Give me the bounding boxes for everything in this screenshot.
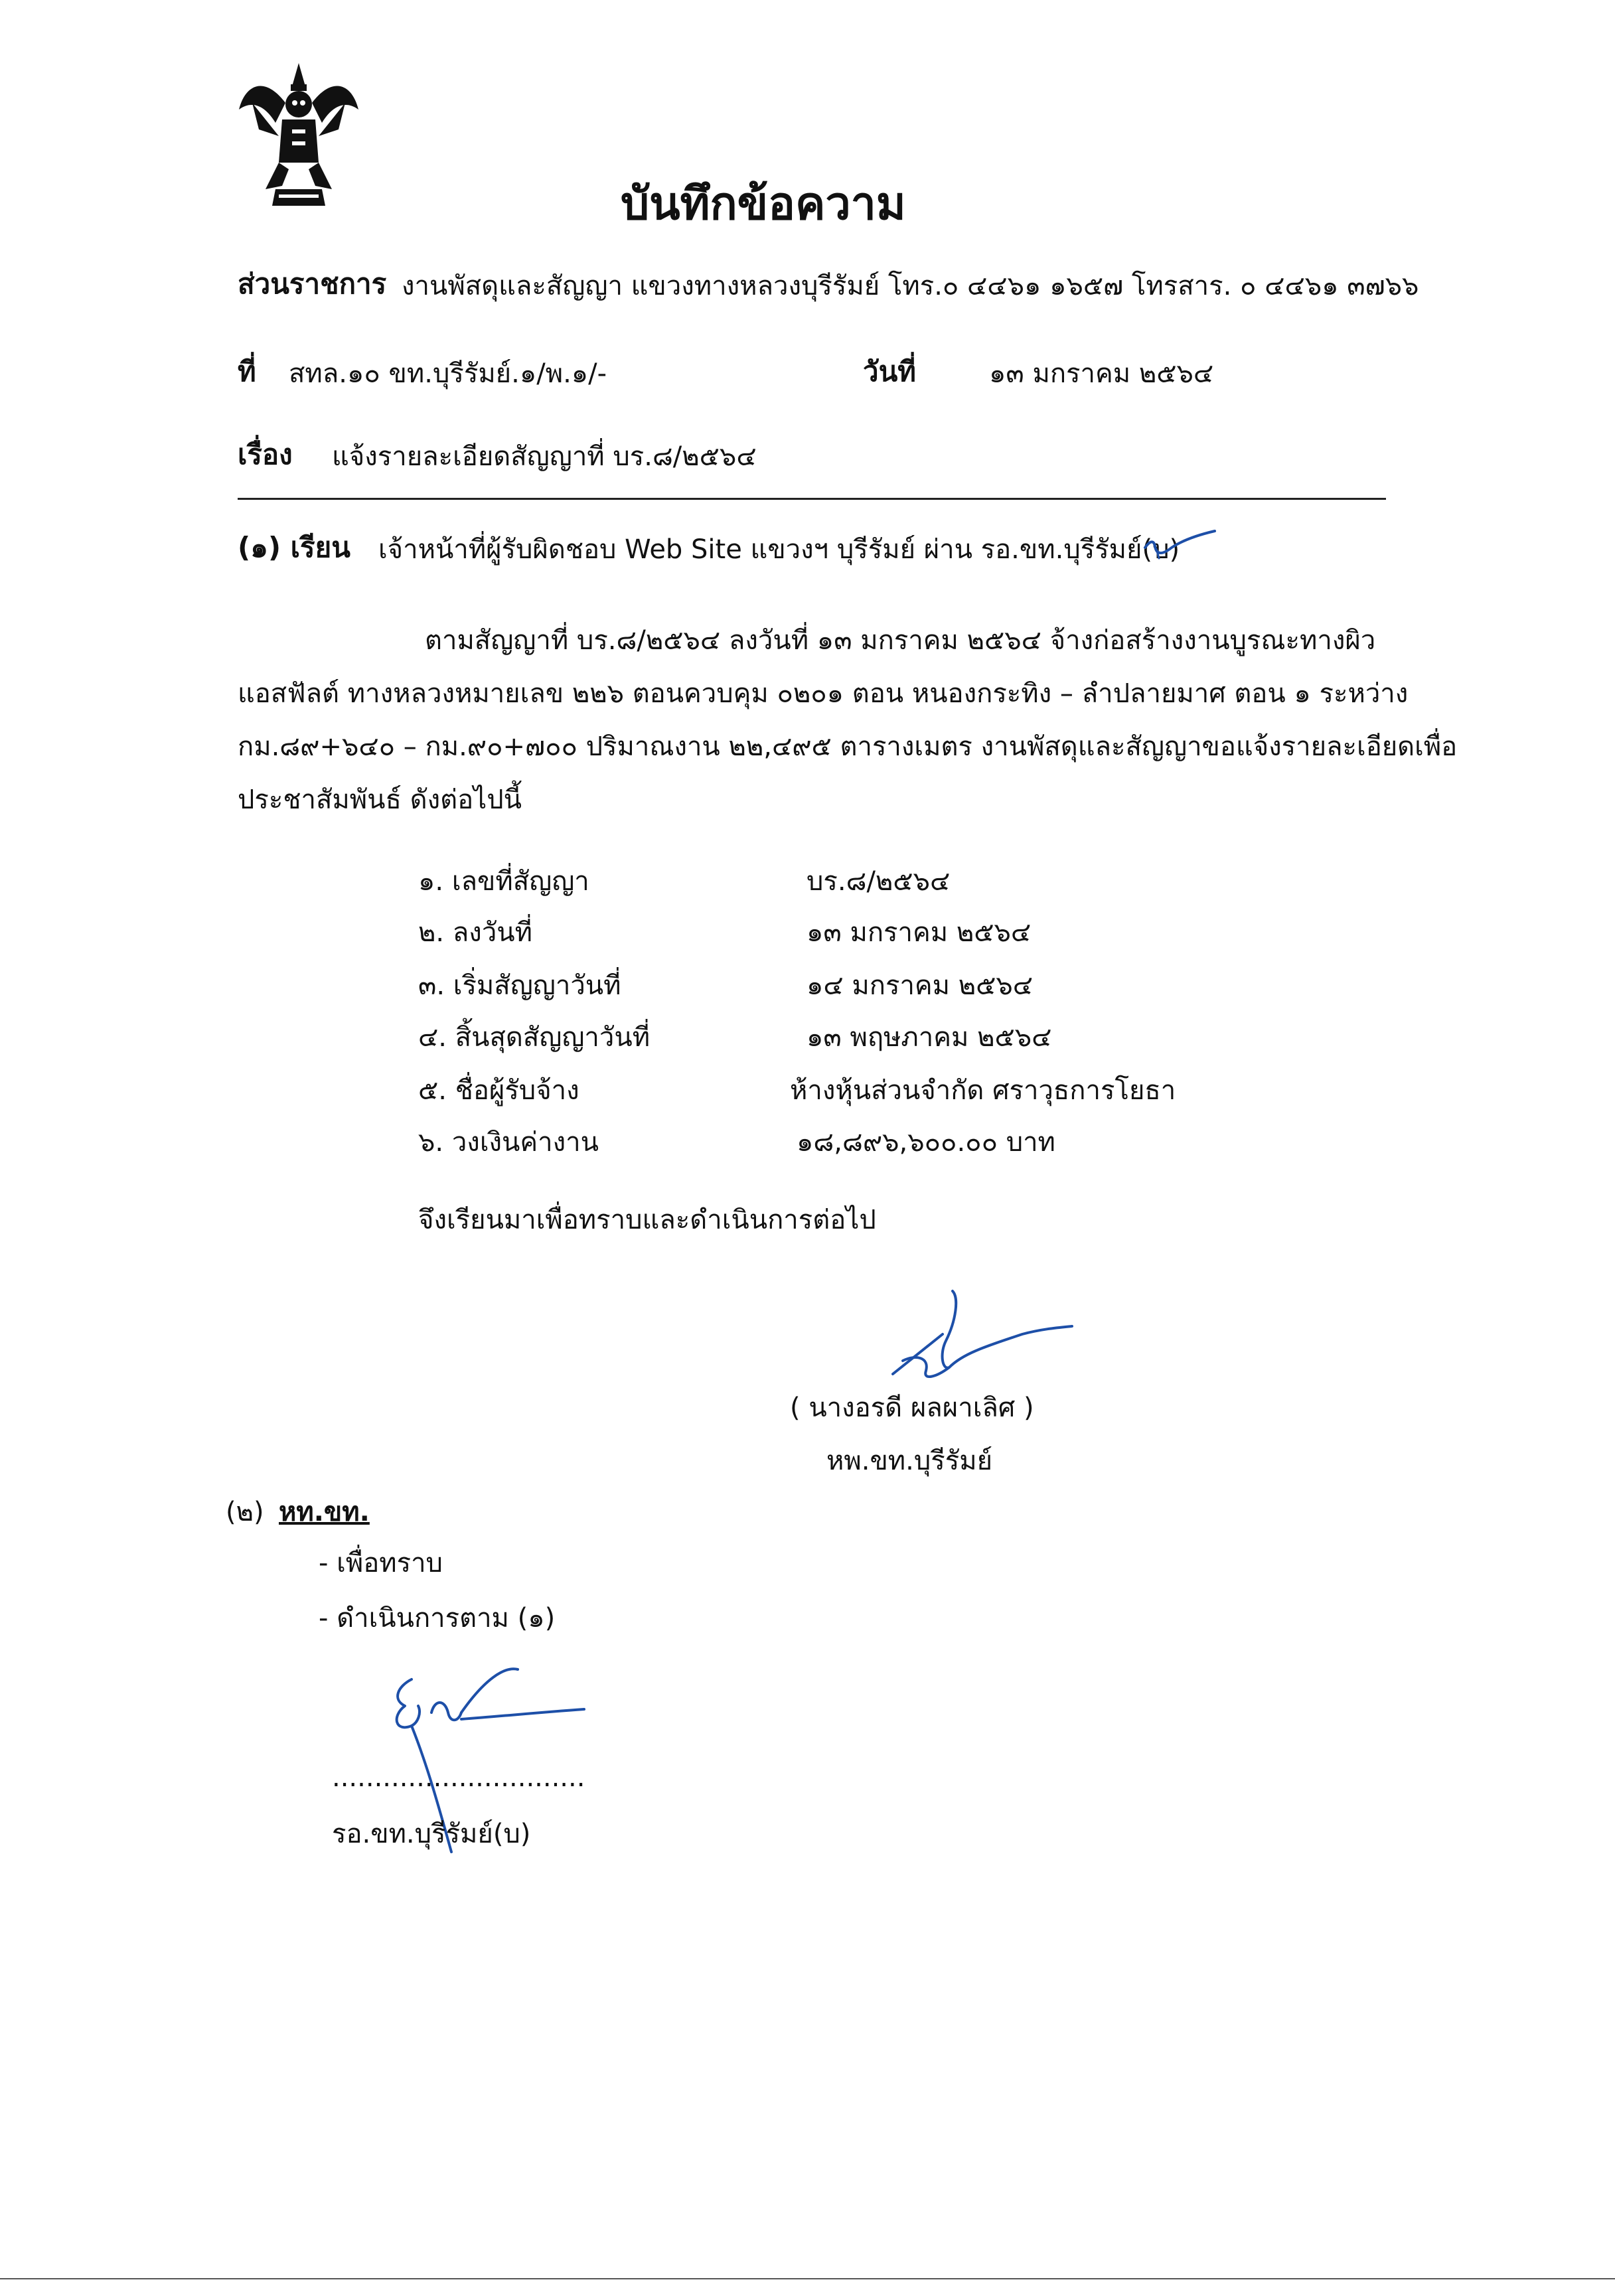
detail-label: ๒. ลงวันที่ (418, 917, 533, 948)
body-line-1: ตามสัญญาที่ บร.๘/๒๕๖๔ ลงวันที่ ๑๓ มกราคม ๒๕๖๔ จ้างก่อสร้างงานบูรณะทางผิว (425, 625, 1376, 656)
detail-value: ห้างหุ้นส่วนจำกัด ศราวุธการโยธา (790, 1075, 1176, 1106)
reference-number: สทล.๑๐ ขท.บุรีรัมย์.๑/พ.๑/- (289, 358, 607, 389)
reference-label: ที่ (238, 355, 256, 388)
note-number: (๒) (226, 1497, 264, 1527)
subject-value: แจ้งรายละเอียดสัญญาที่ บร.๘/๒๕๖๔ (332, 441, 757, 472)
detail-value: ๑๓ มกราคม ๒๕๖๔ (807, 917, 1032, 948)
signer-name: ( นางอรดี ผลผาเลิศ ) (790, 1393, 1034, 1423)
note-recipient: หท.ขท. (279, 1497, 370, 1527)
note-item: - เพื่อทราบ (319, 1548, 443, 1578)
addressee-value: เจ้าหน้าที่ผู้รับผิดชอบ Web Site แขวงฯ บุรีรัมย์ ผ่าน รอ.ขท.บุรีรัมย์(บ) (378, 534, 1180, 565)
detail-value: บร.๘/๒๕๖๔ (807, 866, 951, 897)
header-divider (238, 498, 1386, 500)
body-line-4: ประชาสัมพันธ์ ดังต่อไปนี้ (238, 785, 522, 815)
second-signer-position: รอ.ขท.บุรีรัมย์(บ) (332, 1819, 531, 1849)
note-item: - ดำเนินการตาม (๑) (319, 1603, 556, 1634)
closing-text: จึงเรียนมาเพื่อทราบและดำเนินการต่อไป (418, 1205, 876, 1235)
addressee-label: (๑) เรียน (238, 531, 350, 564)
detail-value: ๑๔ มกราคม ๒๕๖๔ (807, 970, 1034, 1001)
signature-dots: .............................. (332, 1762, 585, 1793)
detail-label: ๖. วงเงินค่างาน (418, 1127, 599, 1158)
garuda-emblem-icon (239, 63, 358, 206)
department-label: ส่วนราชการ (238, 268, 387, 300)
date-value: ๑๓ มกราคม ๒๕๖๔ (989, 358, 1214, 389)
body-line-2: แอสฟัลต์ ทางหลวงหมายเลข ๒๒๖ ตอนควบคุม ๐๒๐๑ ตอน หนองกระทิง – ลำปลายมาศ ตอน ๑ ระหว่าง (238, 678, 1409, 709)
date-label: วันที่ (863, 355, 916, 388)
detail-value: ๑๓ พฤษภาคม ๒๕๖๔ (807, 1022, 1052, 1053)
signer-position: หพ.ขท.บุรีรัมย์ (826, 1446, 993, 1476)
detail-label: ๓. เริ่มสัญญาวันที่ (418, 970, 621, 1001)
body-line-3: กม.๘๙+๖๔๐ – กม.๙๐+๗๐๐ ปริมาณงาน ๒๒,๔๙๕ ตารางเมตร งานพัสดุและสัญญาขอแจ้งรายละเอียดเพื่อ (238, 731, 1458, 762)
handwritten-signature (889, 1288, 1075, 1387)
initials-signature (1142, 528, 1221, 561)
page-bottom-edge (0, 2278, 1615, 2279)
detail-label: ๔. สิ้นสุดสัญญาวันที่ (418, 1022, 651, 1053)
detail-value: ๑๘,๘๙๖,๖๐๐.๐๐ บาท (797, 1127, 1055, 1158)
detail-label: ๑. เลขที่สัญญา (418, 866, 589, 897)
document-title: บันทึกข้อความ (621, 178, 906, 230)
department-value: งานพัสดุและสัญญา แขวงทางหลวงบุรีรัมย์ โทร.๐ ๔๔๖๑ ๑๖๕๗ โทรสาร. ๐ ๔๔๖๑ ๓๗๖๖ (402, 271, 1419, 301)
subject-label: เรื่อง (238, 438, 293, 471)
detail-label: ๕. ชื่อผู้รับจ้าง (418, 1075, 579, 1106)
